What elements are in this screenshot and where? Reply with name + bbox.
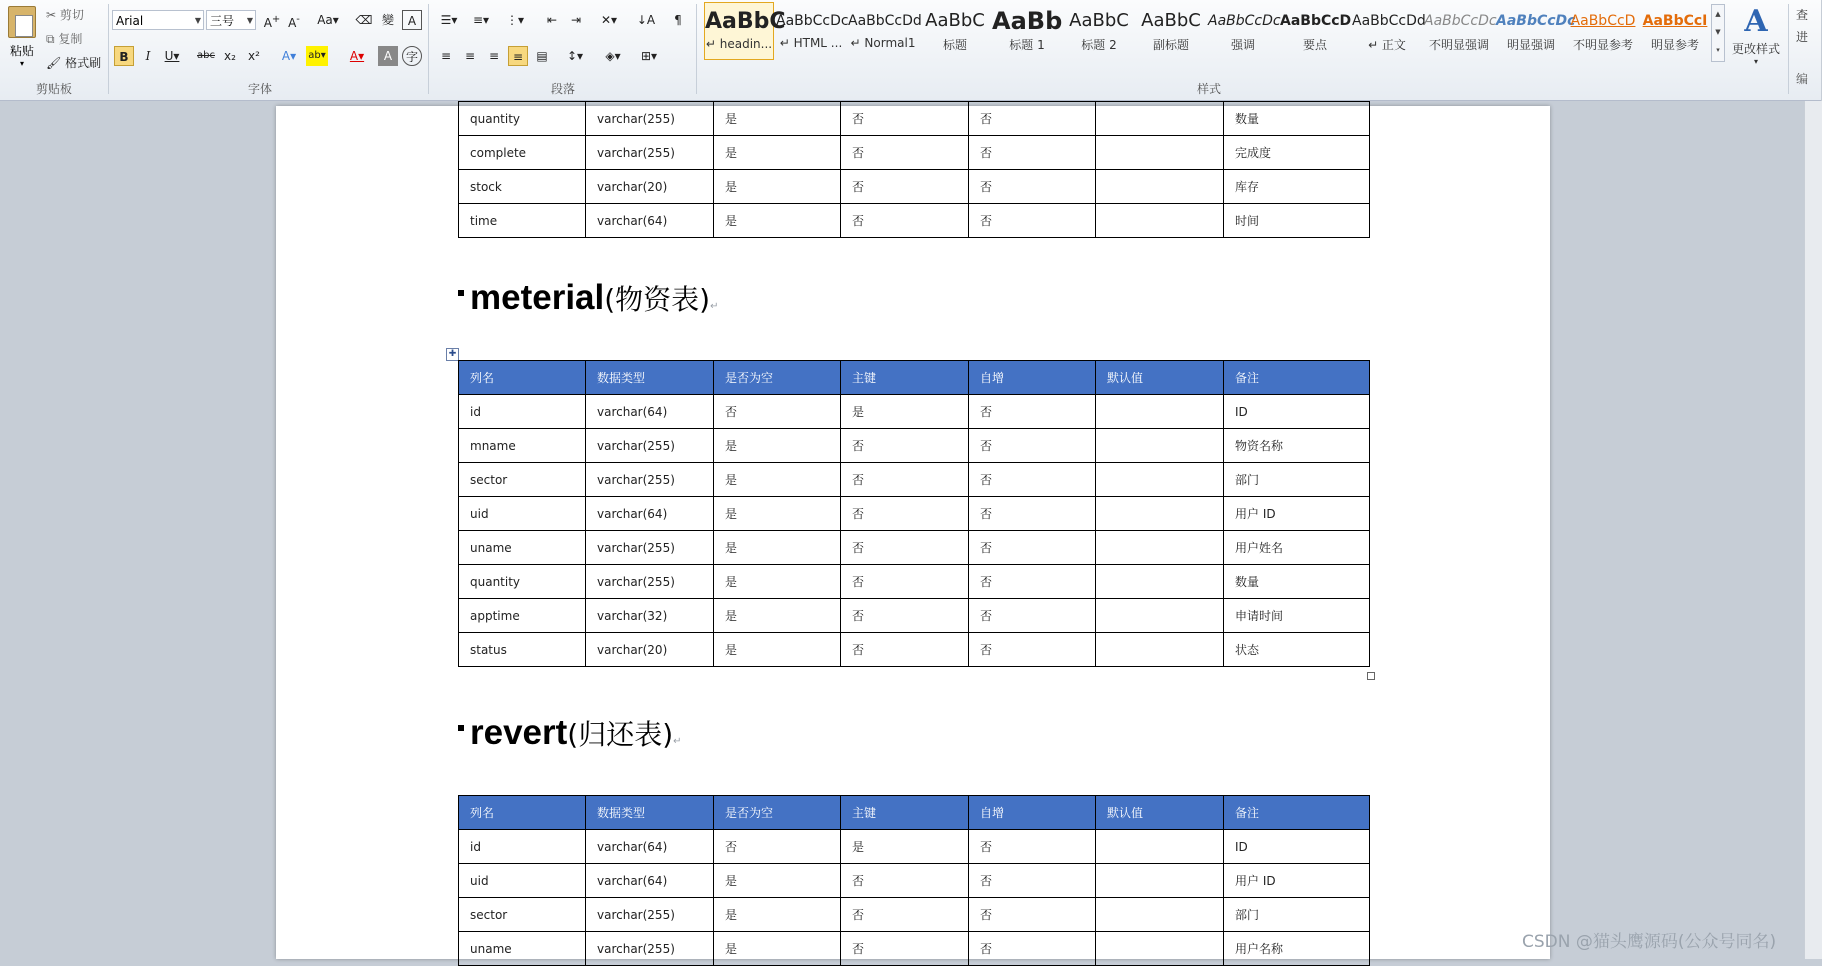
chinese-layout-icon[interactable]: ✕▾ [600,13,618,27]
grow-font-icon[interactable]: A+ [263,14,281,30]
table-cell[interactable]: sector [459,463,586,497]
sort-icon[interactable]: ↓A [636,13,656,27]
table-row[interactable] [459,633,1370,667]
table-cell[interactable]: varchar(20) [586,170,714,204]
table-cell[interactable]: varchar(32) [586,599,714,633]
table-cell[interactable]: 用户名称 [1224,932,1370,966]
section-heading-revert[interactable]: revert(归还表)↵ [458,713,682,753]
table-cell[interactable]: 否 [841,102,969,136]
shrink-font-icon[interactable]: A- [288,14,300,30]
subscript-icon[interactable]: x₂ [224,49,236,63]
table-cell[interactable]: varchar(255) [586,898,714,932]
table-row[interactable] [459,204,1370,238]
table-row[interactable] [459,463,1370,497]
table-cell[interactable]: id [459,395,586,429]
table-cell[interactable] [1096,830,1224,864]
table-cell[interactable]: uid [459,864,586,898]
table-cell[interactable]: 是 [714,429,841,463]
align-left-icon[interactable]: ≡ [440,49,452,63]
table-cell[interactable]: varchar(255) [586,531,714,565]
table-cell[interactable]: 是 [714,531,841,565]
table-cell[interactable]: 是 [714,633,841,667]
table-cell[interactable]: 用户 ID [1224,497,1370,531]
styles-gallery-scroll[interactable]: ▲ ▼ ▾ [1711,4,1725,62]
change-styles-button[interactable]: A 更改样式 ▾ [1728,4,1784,74]
table-cell[interactable]: 否 [969,599,1096,633]
table-cell[interactable]: varchar(255) [586,429,714,463]
table-cell[interactable]: uname [459,531,586,565]
chevron-down-icon: ▼ [246,16,253,25]
numbering-icon[interactable]: ≡▾ [472,13,490,27]
table-cell[interactable]: varchar(64) [586,864,714,898]
section-heading-meterial[interactable]: meterial(物资表)↵ [458,278,719,318]
table-cell[interactable] [1096,633,1224,667]
increase-indent-icon[interactable]: ⇥ [570,13,582,27]
change-styles-icon: A [1744,4,1768,39]
decrease-indent-icon[interactable]: ⇤ [546,13,558,27]
distributed-icon[interactable]: ▤ [536,49,548,63]
table-cell[interactable]: 是 [714,204,841,238]
table-cell[interactable]: 否 [969,633,1096,667]
table-row[interactable] [459,565,1370,599]
table-cell[interactable]: 是 [714,864,841,898]
table-cell[interactable]: 否 [969,830,1096,864]
table-cell[interactable]: 否 [969,204,1096,238]
table-cell[interactable]: varchar(255) [586,102,714,136]
table-cell[interactable]: quantity [459,102,586,136]
change-case-icon[interactable]: Aa▾ [317,13,339,27]
table-cell[interactable]: varchar(64) [586,497,714,531]
table-cell[interactable]: 是 [714,497,841,531]
table-cell[interactable]: 否 [841,932,969,966]
character-border-icon[interactable]: A [402,10,422,30]
justify-icon[interactable]: ≡ [508,46,528,66]
table-cell[interactable]: 部门 [1224,463,1370,497]
table-cell[interactable]: 数量 [1224,102,1370,136]
table-cell[interactable] [1096,429,1224,463]
table-cell[interactable] [1096,497,1224,531]
font-color-icon[interactable]: A▾ [349,49,365,63]
editing-group [1796,4,1808,90]
cut-button[interactable]: ✂ 剪切 [46,8,84,22]
brush-icon: 🖌 [46,56,66,70]
table-cell[interactable]: mname [459,429,586,463]
table-cell[interactable]: 自增 [969,796,1096,830]
table-row[interactable] [459,136,1370,170]
table-cell[interactable]: uid [459,497,586,531]
table-row[interactable] [459,864,1370,898]
font-group-label: 字体 [247,82,272,96]
style-tile[interactable]: AaBb 标题 1 [992,7,1063,52]
format-painter-button[interactable]: 🖌 格式刷 [46,56,102,70]
table-cell[interactable]: varchar(255) [586,463,714,497]
table-cell[interactable]: 否 [969,864,1096,898]
divider [696,4,697,94]
table-cell[interactable]: 否 [969,463,1096,497]
table-cell[interactable]: 否 [969,395,1096,429]
style-tile[interactable]: AaBbCcI 明显参考 [1642,13,1708,52]
table-cell[interactable]: complete [459,136,586,170]
highlight-icon[interactable]: ab▾ [306,46,328,66]
style-tile[interactable]: AaBbC 副标题 [1141,10,1201,52]
table-cell[interactable]: 主键 [841,796,969,830]
table-row[interactable] [459,497,1370,531]
table-cell[interactable]: 否 [841,136,969,170]
table-row[interactable] [459,898,1370,932]
superscript-icon[interactable]: x² [248,49,260,63]
table-cell[interactable]: 是 [714,599,841,633]
style-tile[interactable]: AaBbCcDc 强调 [1208,13,1281,52]
style-tile[interactable]: AaBbC 标题 [925,10,985,52]
table-row[interactable] [459,429,1370,463]
table-cell[interactable] [1096,531,1224,565]
table-cell[interactable]: sector [459,898,586,932]
divider [1788,4,1789,94]
table-cell[interactable]: 是 [841,830,969,864]
table-cell[interactable]: 部门 [1224,898,1370,932]
editing-group-label: 编 [1796,72,1809,86]
style-tile[interactable]: AaBbC ↵ headin... [704,2,774,60]
shading-icon[interactable]: ◈▾ [605,49,621,63]
table-cell[interactable]: 备注 [1224,796,1370,830]
divider [428,4,429,94]
table-cell[interactable]: 是 [714,170,841,204]
style-tile[interactable]: AaBbCcDd ↵ 正文 [1352,13,1426,52]
table-cell[interactable]: status [459,633,586,667]
table-cell[interactable]: 否 [841,599,969,633]
table-cell[interactable]: 否 [714,395,841,429]
table-cell[interactable]: 否 [969,136,1096,170]
table-cell[interactable]: varchar(255) [586,932,714,966]
table-cell[interactable]: time [459,204,586,238]
strikethrough-icon[interactable]: abc [197,50,215,61]
table-cell[interactable]: 是 [841,395,969,429]
table-cell[interactable]: 否 [969,932,1096,966]
table-cell[interactable]: 申请时间 [1224,599,1370,633]
table-cell[interactable]: 默认值 [1096,796,1224,830]
clear-format-icon[interactable]: ⌫ [355,13,373,27]
phonetic-guide-icon[interactable]: 變 [381,13,394,27]
bullets-icon[interactable]: ☰▾ [440,13,458,27]
table-resize-handle[interactable] [1367,672,1375,680]
bullet-icon [458,725,464,731]
table-cell[interactable]: varchar(255) [586,565,714,599]
table-cell[interactable]: 默认值 [1096,361,1224,395]
table-cell[interactable]: varchar(64) [586,395,714,429]
table-cell[interactable]: 否 [969,531,1096,565]
find-button[interactable]: 查 [1796,8,1809,22]
multilevel-list-icon[interactable]: ⋮▾ [505,13,525,27]
table-cell[interactable]: 否 [714,830,841,864]
style-tile[interactable]: AaBbCcDc ↵ HTML ... [776,13,849,50]
table-row[interactable] [459,170,1370,204]
table-cell[interactable]: 否 [841,864,969,898]
text-effect-icon[interactable]: A▾ [281,49,297,63]
meterial-table[interactable] [458,360,1370,667]
table-cell[interactable]: ID [1224,395,1370,429]
table-cell[interactable]: 数据类型 [586,361,714,395]
copy-icon: ⧉ [46,32,59,46]
table-cell[interactable]: 状态 [1224,633,1370,667]
divider [108,4,109,94]
table-cell[interactable]: 自增 [969,361,1096,395]
styles-group-label: 样式 [1196,82,1221,96]
table-header-row[interactable] [459,361,1370,395]
table-cell[interactable]: 是否为空 [714,361,841,395]
table-cell[interactable]: 物资名称 [1224,429,1370,463]
replace-button[interactable]: 进 [1796,30,1809,44]
top-table[interactable] [458,101,1370,238]
table-cell[interactable]: 是否为空 [714,796,841,830]
table-cell[interactable] [1096,898,1224,932]
table-cell[interactable] [1096,395,1224,429]
table-cell[interactable]: varchar(20) [586,633,714,667]
revert-table[interactable] [458,795,1370,966]
ribbon [0,0,1821,101]
show-marks-icon[interactable]: ¶ [674,13,682,27]
paste-button[interactable]: 粘贴 ▾ [6,4,38,74]
table-cell[interactable]: 否 [841,429,969,463]
table-cell[interactable]: varchar(64) [586,204,714,238]
align-center-icon[interactable]: ≡ [464,49,476,63]
table-cell[interactable]: 是 [714,102,841,136]
table-cell[interactable]: 库存 [1224,170,1370,204]
table-row[interactable] [459,395,1370,429]
table-cell[interactable]: 数量 [1224,565,1370,599]
align-right-icon[interactable]: ≡ [488,49,500,63]
copy-button[interactable]: ⧉ 复制 [46,32,83,46]
table-row[interactable] [459,102,1370,136]
table-cell[interactable]: 否 [841,204,969,238]
table-cell[interactable]: 否 [841,898,969,932]
table-cell[interactable]: apptime [459,599,586,633]
table-cell[interactable]: 否 [841,497,969,531]
table-cell[interactable]: 是 [714,565,841,599]
style-tile[interactable]: AaBbC 标题 2 [1069,10,1129,52]
table-cell[interactable]: ID [1224,830,1370,864]
table-cell[interactable] [1096,565,1224,599]
table-cell[interactable] [1096,136,1224,170]
table-row[interactable] [459,599,1370,633]
table-cell[interactable]: 否 [969,429,1096,463]
table-cell[interactable]: 否 [969,102,1096,136]
table-row[interactable] [459,932,1370,966]
table-cell[interactable] [1096,599,1224,633]
table-cell[interactable]: 用户 ID [1224,864,1370,898]
table-cell[interactable]: 是 [714,136,841,170]
table-row[interactable] [459,531,1370,565]
bullet-icon [458,290,464,296]
table-cell[interactable]: 否 [841,463,969,497]
style-tile[interactable]: AaBbCcDc 不明显强调 [1424,13,1497,52]
enclose-character-icon[interactable]: 字 [402,46,422,66]
font-family-select[interactable]: Arial ▼ [112,10,204,30]
table-cell[interactable] [1096,864,1224,898]
table-cell[interactable]: 列名 [459,796,586,830]
table-cell[interactable]: 否 [969,170,1096,204]
table-cell[interactable]: varchar(255) [586,136,714,170]
table-cell[interactable]: 数据类型 [586,796,714,830]
vertical-scrollbar[interactable] [1804,101,1822,959]
italic-icon[interactable]: I [145,49,151,63]
table-cell[interactable]: id [459,830,586,864]
table-cell[interactable]: 否 [969,497,1096,531]
watermark: CSDN @猫头鹰源码(公众号同名) [1522,932,1777,952]
table-cell[interactable]: 用户姓名 [1224,531,1370,565]
font-size-select[interactable]: 三号 ▼ [206,10,256,30]
underline-icon[interactable]: U▾ [164,49,180,63]
table-cell[interactable]: 是 [714,932,841,966]
table-cell[interactable]: varchar(64) [586,830,714,864]
table-cell[interactable] [1096,463,1224,497]
table-cell[interactable]: 否 [841,170,969,204]
table-cell[interactable] [1096,102,1224,136]
style-tile[interactable]: AaBbCcDc 明显强调 [1496,13,1576,52]
table-cell[interactable]: 否 [841,565,969,599]
style-tile[interactable]: AaBbCcDd ↵ Normal1 [848,13,922,50]
table-cell[interactable]: 完成度 [1224,136,1370,170]
table-cell[interactable]: 主键 [841,361,969,395]
style-tile[interactable]: AaBbCcD 不明显参考 [1570,13,1636,52]
table-cell[interactable] [1096,932,1224,966]
styles-gallery [700,2,1718,60]
clipboard-group-label: 剪贴板 [35,82,72,96]
bold-icon[interactable]: B [114,46,134,66]
character-shading-icon[interactable]: A [378,46,398,66]
table-cell[interactable] [1096,204,1224,238]
table-cell[interactable]: stock [459,170,586,204]
paragraph-group-label: 段落 [550,82,575,96]
paste-label: 粘贴 [9,44,34,58]
table-move-handle-icon[interactable]: ✚ [446,348,459,361]
table-cell[interactable]: 是 [714,463,841,497]
table-cell[interactable]: uname [459,932,586,966]
table-cell[interactable]: 否 [841,633,969,667]
table-cell[interactable]: 否 [969,565,1096,599]
table-header-row[interactable] [459,796,1370,830]
paste-icon [8,6,36,38]
table-cell[interactable]: 时间 [1224,204,1370,238]
borders-icon[interactable]: ⊞▾ [640,49,658,63]
table-cell[interactable]: 是 [714,898,841,932]
line-spacing-icon[interactable]: ↕▾ [566,49,584,63]
table-cell[interactable]: 备注 [1224,361,1370,395]
chevron-down-icon: ▼ [194,16,201,25]
style-tile[interactable]: AaBbCcD 要点 [1280,13,1352,52]
table-cell[interactable]: quantity [459,565,586,599]
table-row[interactable] [459,830,1370,864]
table-cell[interactable]: 否 [841,531,969,565]
scissors-icon: ✂ [46,8,60,22]
table-cell[interactable]: 否 [969,898,1096,932]
table-cell[interactable]: 列名 [459,361,586,395]
table-cell[interactable] [1096,170,1224,204]
